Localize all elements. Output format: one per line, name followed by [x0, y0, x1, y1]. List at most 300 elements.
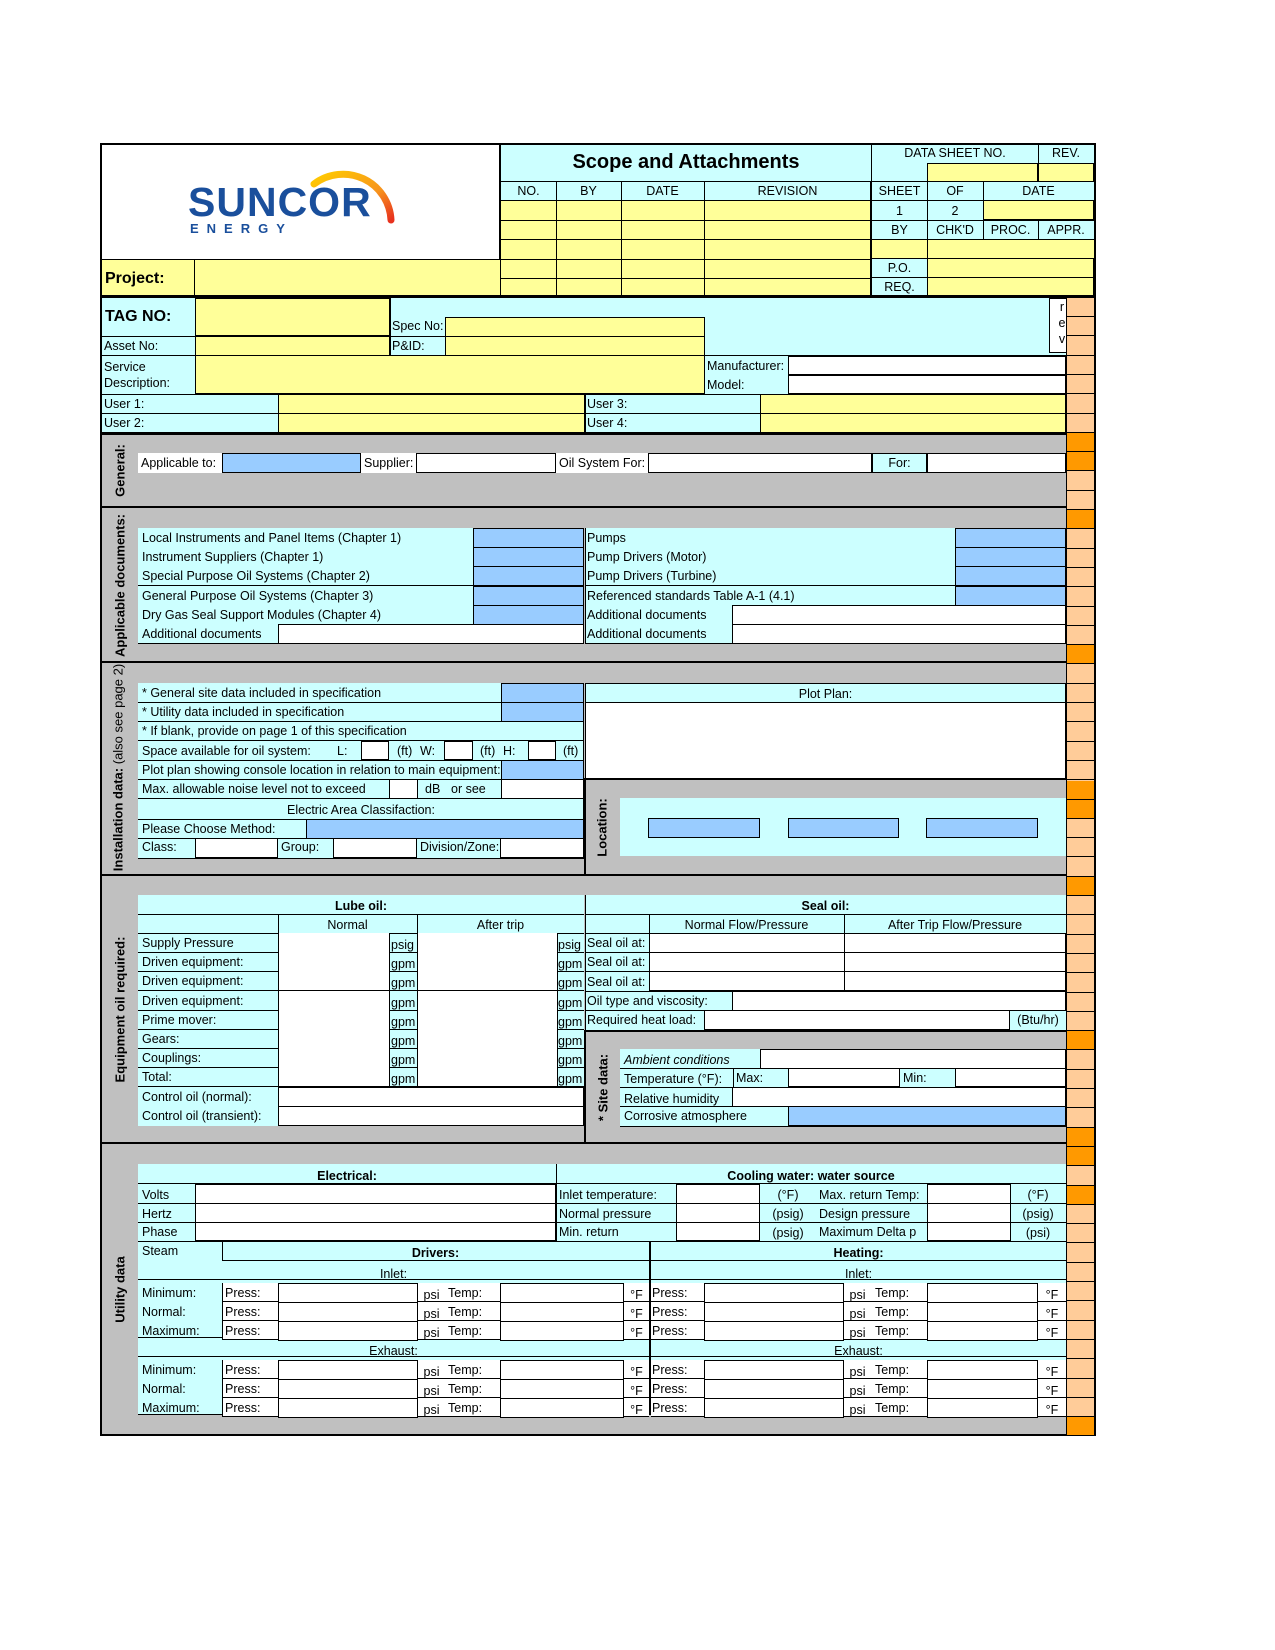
drivers-press-field[interactable] — [278, 1360, 418, 1380]
drivers-press-label: Press: — [225, 1324, 261, 1338]
noise-or-see: or see — [451, 782, 486, 796]
applicable-doc-right-checkbox[interactable] — [955, 586, 1066, 606]
heating-temp-field[interactable] — [927, 1398, 1038, 1418]
drivers-f-unit: °F — [630, 1384, 643, 1398]
lube-oil-row-label: Driven equipment: — [142, 993, 244, 1008]
space-l-label: L: — [337, 744, 348, 758]
suncor-logo — [186, 150, 406, 240]
additional-documents-field[interactable] — [278, 624, 584, 644]
heating-press-field[interactable] — [704, 1321, 844, 1341]
lube-after-trip-header: After trip — [476, 918, 525, 932]
utility-data-included-label: * Utility data included in specification — [142, 705, 345, 719]
lube-oil-row-label: Prime mover: — [142, 1012, 217, 1027]
revision-strip-cell[interactable] — [1067, 800, 1094, 819]
applicable-doc-left-label: Instrument Suppliers (Chapter 1) — [142, 550, 324, 564]
lube-after-trip-field[interactable] — [418, 952, 558, 971]
steam-row-label: Normal: — [142, 1305, 186, 1319]
space-available-label: Space available for oil system: — [142, 744, 311, 758]
applicable-doc-right-checkbox[interactable] — [955, 547, 1066, 567]
heating-f-unit: °F — [1045, 1288, 1059, 1302]
seal-normal-flow-header: Normal Flow/Pressure — [684, 918, 809, 932]
revision-strip-cell[interactable] — [1067, 877, 1094, 896]
revision-strip-cell[interactable] — [1067, 607, 1094, 626]
supplier-label: Supplier: — [364, 456, 414, 470]
revision-strip-cell[interactable] — [1067, 1186, 1094, 1205]
control-oil-normal-label: Control oil (normal): — [142, 1090, 252, 1104]
general-section-label: General: — [112, 444, 128, 497]
lube-normal-field[interactable] — [279, 1010, 390, 1029]
revision-strip-cell[interactable] — [1067, 858, 1094, 877]
drivers-temp-label: Temp: — [448, 1382, 483, 1396]
revision-strip-cell[interactable] — [1067, 1282, 1094, 1301]
drivers-press-label: Press: — [225, 1363, 261, 1377]
revision-strip-cell[interactable] — [1067, 993, 1094, 1012]
revision-strip-cell[interactable] — [1067, 568, 1094, 587]
drivers-psi-unit: psi — [423, 1307, 440, 1321]
revision-strip-cell[interactable] — [1067, 626, 1094, 645]
space-h-unit: (ft) — [563, 744, 579, 758]
revision-strip-cell[interactable] — [1067, 530, 1094, 549]
revision-strip-cell[interactable] — [1067, 1224, 1094, 1243]
applicable-doc-left-label: Additional documents — [142, 627, 262, 641]
additional-documents-field[interactable] — [732, 605, 1066, 625]
heating-press-field[interactable] — [704, 1283, 844, 1303]
revision-strip-cell[interactable] — [1067, 510, 1094, 529]
sign-chkd-label: CHK'D — [936, 223, 974, 237]
drivers-f-unit: °F — [630, 1307, 643, 1321]
revision-strip-cell[interactable] — [1067, 452, 1094, 471]
lube-oil-row-label: Total: — [142, 1070, 172, 1085]
heating-press-label: Press: — [652, 1305, 688, 1319]
revision-strip-cell[interactable] — [1067, 1089, 1094, 1108]
heating-f-unit: °F — [1045, 1326, 1059, 1340]
revision-strip-cell[interactable] — [1067, 742, 1094, 761]
revision-strip-cell[interactable] — [1067, 472, 1094, 491]
revision-strip-cell[interactable] — [1067, 1012, 1094, 1031]
revision-strip-cell[interactable] — [1067, 781, 1094, 800]
drivers-psi-unit: psi — [423, 1403, 440, 1417]
heating-press-label: Press: — [652, 1286, 688, 1300]
lube-after-trip-field[interactable] — [418, 933, 558, 952]
corrosive-atmosphere-label: Corrosive atmosphere — [624, 1109, 747, 1123]
drivers-press-label: Press: — [225, 1305, 261, 1319]
heating-temp-field[interactable] — [927, 1321, 1038, 1341]
division-label: Division/Zone: — [420, 840, 500, 854]
inlet-temperature-label: Inlet temperature: — [559, 1188, 657, 1202]
space-w-unit: (ft) — [480, 744, 496, 758]
heating-subheader: Exhaust: — [834, 1344, 883, 1358]
revision-strip-cell[interactable] — [1067, 1417, 1094, 1436]
heating-temp-label: Temp: — [875, 1363, 910, 1377]
relative-humidity-label: Relative humidity — [624, 1092, 720, 1106]
heating-f-unit: °F — [1045, 1365, 1059, 1379]
location-field-1[interactable] — [648, 818, 760, 838]
rev-label: REV. — [1051, 146, 1081, 160]
revision-strip-cell[interactable] — [1067, 414, 1094, 433]
drivers-subheader: Exhaust: — [369, 1344, 418, 1358]
sheet-date-label: DATE — [1022, 184, 1055, 198]
heat-load-label: Required heat load: — [587, 1013, 697, 1027]
drivers-press-label: Press: — [225, 1286, 261, 1300]
revision-strip-cell[interactable] — [1067, 549, 1094, 568]
spec-no-label: Spec No: — [392, 319, 444, 333]
heating-temp-label: Temp: — [875, 1382, 910, 1396]
control-oil-transient-label: Control oil (transient): — [142, 1109, 262, 1123]
drivers-press-field[interactable] — [278, 1321, 418, 1341]
max-return-temp-unit: (°F) — [1027, 1188, 1049, 1202]
drivers-f-unit: °F — [630, 1326, 643, 1340]
company-sub: ENERGY — [190, 221, 293, 236]
lube-after-trip-field[interactable] — [418, 1067, 558, 1086]
heating-f-unit: °F — [1045, 1307, 1059, 1321]
heating-temp-label: Temp: — [875, 1286, 910, 1300]
drivers-f-unit: °F — [630, 1365, 643, 1379]
of-label: OF — [946, 184, 964, 198]
oil-type-label: Oil type and viscosity: — [587, 994, 708, 1008]
lube-oil-header: Lube oil: — [334, 899, 388, 913]
revision-strip-cell[interactable] — [1067, 1147, 1094, 1166]
user2-label: User 2: — [104, 416, 145, 430]
applicable-doc-right-checkbox[interactable] — [955, 528, 1066, 548]
user3-label: User 3: — [587, 397, 628, 411]
drivers-press-field[interactable] — [278, 1302, 418, 1322]
revision-strip-cell[interactable] — [1067, 645, 1094, 664]
lube-normal-header: Normal — [327, 918, 368, 932]
revision-strip-cell[interactable] — [1067, 375, 1094, 394]
lube-oil-row-label: Driven equipment: — [142, 955, 244, 970]
heating-temp-label: Temp: — [875, 1305, 910, 1319]
group-label: Group: — [281, 840, 320, 854]
temperature-label: Temperature (°F): — [624, 1072, 723, 1086]
sheet-table-grid — [871, 145, 1095, 297]
lube-normal-unit: gpm — [391, 957, 416, 972]
lube-normal-field[interactable] — [279, 952, 390, 971]
drivers-press-label: Press: — [225, 1401, 261, 1415]
revision-strip-cell[interactable] — [1067, 1109, 1094, 1128]
applicable-doc-right-label: Referenced standards Table A-1 (4.1) — [587, 589, 795, 603]
lube-after-trip-unit: gpm — [558, 1034, 583, 1048]
applicable-to-field[interactable] — [222, 453, 361, 473]
heating-header: Heating: — [833, 1246, 884, 1260]
heating-press-label: Press: — [652, 1324, 688, 1338]
lube-normal-field[interactable] — [279, 991, 390, 1010]
revision-strip-cell[interactable] — [1067, 935, 1094, 954]
site-data-included-label: * General site data included in specification — [142, 686, 382, 700]
applicable-doc-right-label: Pumps — [587, 531, 626, 545]
installation-section-label: Installation data: (also see page 2) — [110, 663, 126, 872]
heating-press-field[interactable] — [704, 1398, 844, 1418]
revision-strip-cell[interactable] — [1067, 298, 1094, 317]
lube-after-trip-unit: gpm — [558, 995, 583, 1010]
volts-label: Volts — [142, 1188, 170, 1202]
lube-normal-unit: gpm — [391, 1014, 416, 1029]
design-pressure-label: Design pressure — [819, 1207, 911, 1221]
heating-temp-field[interactable] — [927, 1302, 1038, 1322]
lube-normal-field[interactable] — [279, 1067, 390, 1086]
utility-section-label: Utility data — [112, 1256, 128, 1323]
for-field[interactable] — [927, 453, 1066, 473]
revision-strip-cell[interactable] — [1067, 684, 1094, 703]
heating-temp-label: Temp: — [875, 1401, 910, 1415]
design-pressure-unit: (psig) — [1022, 1207, 1054, 1221]
revision-strip-cell[interactable] — [1067, 974, 1094, 993]
applicable-doc-right-label: Additional documents — [587, 627, 707, 641]
drivers-temp-label: Temp: — [448, 1363, 483, 1377]
equipment-oil-label: Equipment oil required: — [112, 936, 128, 1083]
lube-after-trip-field[interactable] — [418, 1029, 558, 1048]
lube-normal-field[interactable] — [279, 971, 390, 990]
heating-psi-unit: psi — [849, 1365, 866, 1379]
drivers-temp-field[interactable] — [500, 1302, 624, 1322]
revision-strip-cell[interactable] — [1067, 1379, 1094, 1398]
applicable-doc-left-checkbox[interactable] — [473, 586, 584, 606]
location-field-2[interactable] — [788, 818, 899, 838]
heating-press-field[interactable] — [704, 1379, 844, 1399]
if-blank-note: * If blank, provide on page 1 of this specification — [142, 724, 407, 738]
ambient-conditions-label: Ambient conditions — [624, 1053, 730, 1067]
seal-oil-grid — [585, 895, 1067, 1032]
min-return-label: Min. return — [559, 1225, 619, 1239]
normal-pressure-label: Normal pressure — [559, 1207, 652, 1221]
heating-press-label: Press: — [652, 1382, 688, 1396]
manufacturer-label: Manufacturer: — [707, 359, 785, 373]
seal-oil-header: Seal oil: — [801, 899, 850, 913]
drivers-temp-field[interactable] — [500, 1379, 624, 1399]
revision-strip-cell[interactable] — [1067, 703, 1094, 722]
heating-press-field[interactable] — [704, 1302, 844, 1322]
lube-normal-unit: gpm — [391, 1072, 416, 1087]
oil-system-for-label: Oil System For: — [559, 456, 646, 470]
revision-strip-cell[interactable] — [1067, 1031, 1094, 1050]
applicable-doc-left-label: Special Purpose Oil Systems (Chapter 2) — [142, 569, 370, 583]
drivers-temp-label: Temp: — [448, 1324, 483, 1338]
steam-row-label: Maximum: — [142, 1401, 200, 1415]
applicable-doc-left-checkbox[interactable] — [473, 528, 584, 548]
applicable-doc-left-checkbox[interactable] — [473, 566, 584, 586]
revision-strip-cell[interactable] — [1067, 896, 1094, 915]
lube-after-trip-field[interactable] — [418, 971, 558, 990]
applicable-doc-left-checkbox[interactable] — [473, 547, 584, 567]
col-by: BY — [580, 184, 597, 198]
revision-strip-cell[interactable] — [1067, 491, 1094, 510]
applicable-doc-right-label: Pump Drivers (Turbine) — [587, 569, 717, 583]
lube-normal-unit: gpm — [391, 995, 416, 1010]
heating-f-unit: °F — [1045, 1384, 1059, 1398]
lube-oil-row-label: Gears: — [142, 1032, 180, 1046]
user1-label: User 1: — [104, 397, 145, 411]
temperature-min-label: Min: — [903, 1071, 927, 1085]
drivers-temp-field[interactable] — [500, 1321, 624, 1341]
applicable-documents-label: Applicable documents: — [112, 513, 128, 658]
asset-no-label: Asset No: — [104, 339, 159, 353]
project-field[interactable] — [196, 260, 499, 296]
drivers-temp-field[interactable] — [500, 1283, 624, 1303]
max-delta-unit: (psi) — [1025, 1226, 1051, 1240]
inlet-temperature-unit: (°F) — [777, 1188, 799, 1202]
revision-strip-cell[interactable] — [1067, 1302, 1094, 1321]
seal-after-trip-header: After Trip Flow/Pressure — [887, 918, 1023, 932]
data-sheet-no-label: DATA SHEET NO. — [904, 146, 1006, 160]
heat-load-unit: (Btu/hr) — [1017, 1013, 1059, 1027]
lube-normal-unit: psig — [391, 938, 414, 952]
revision-strip-cell[interactable] — [1067, 1051, 1094, 1070]
revision-strip-cell[interactable] — [1067, 1128, 1094, 1147]
normal-pressure-unit: (psig) — [772, 1207, 804, 1221]
drivers-press-field[interactable] — [278, 1398, 418, 1418]
lube-after-trip-unit: gpm — [558, 976, 583, 991]
space-w-label: W: — [420, 744, 436, 758]
applicable-doc-right-checkbox[interactable] — [955, 566, 1066, 586]
lube-after-trip-unit: psig — [558, 938, 581, 952]
hertz-label: Hertz — [142, 1207, 172, 1221]
drivers-psi-unit: psi — [423, 1288, 440, 1302]
plot-plan-field[interactable] — [585, 702, 1066, 779]
revision-strip-cell[interactable] — [1067, 433, 1094, 452]
revision-strip-cell[interactable] — [1067, 838, 1094, 857]
revision-strip-cell[interactable] — [1067, 1244, 1094, 1263]
temperature-max-label: Max: — [736, 1071, 764, 1085]
steam-row-label: Maximum: — [142, 1324, 200, 1338]
applicable-doc-right-label: Pump Drivers (Motor) — [587, 550, 707, 564]
method-label: Please Choose Method: — [142, 822, 276, 836]
max-return-temp-label: Max. return Temp: — [819, 1188, 920, 1202]
description-label: Description: — [104, 376, 170, 390]
lube-after-trip-field[interactable] — [418, 1010, 558, 1029]
drivers-f-unit: °F — [630, 1288, 643, 1302]
pid-label: P&ID: — [392, 339, 425, 353]
revision-strip-cell[interactable] — [1067, 1205, 1094, 1224]
oil-system-for-field[interactable] — [648, 453, 872, 473]
model-label: Model: — [707, 378, 745, 392]
space-l-unit: (ft) — [397, 744, 413, 758]
drivers-temp-field[interactable] — [500, 1398, 624, 1418]
tag-grid — [102, 298, 1066, 434]
plot-plan-console-label: Plot plan showing console location in relation to main equipment: — [142, 763, 501, 777]
lube-normal-field[interactable] — [279, 1048, 390, 1067]
revision-strip-cell[interactable] — [1067, 761, 1094, 780]
revision-strip-cell[interactable] — [1067, 317, 1094, 336]
sign-proc-label: PROC. — [990, 223, 1031, 237]
noise-db-unit: dB — [425, 782, 441, 796]
drivers-header: Drivers: — [411, 1246, 460, 1260]
revision-strip-cell[interactable] — [1067, 337, 1094, 356]
steam-row-label: Minimum: — [142, 1286, 197, 1300]
heating-temp-field[interactable] — [927, 1360, 1038, 1380]
lube-after-trip-unit: gpm — [558, 957, 583, 972]
revision-strip-cell[interactable] — [1067, 1360, 1094, 1379]
revision-table-grid — [501, 181, 871, 297]
lube-after-trip-field[interactable] — [418, 991, 558, 1010]
revision-strip-cell[interactable] — [1067, 916, 1094, 935]
drivers-psi-unit: psi — [423, 1326, 440, 1340]
lube-after-trip-field[interactable] — [418, 1048, 558, 1067]
revision-strip-cell[interactable] — [1067, 723, 1094, 742]
steam-row-label: Normal: — [142, 1382, 186, 1396]
lube-oil-row-label: Driven equipment: — [142, 974, 244, 989]
heating-temp-field[interactable] — [927, 1379, 1038, 1399]
heating-temp-field[interactable] — [927, 1283, 1038, 1303]
electric-area-classification-label: Electric Area Classifaction: — [287, 803, 435, 817]
drivers-temp-field[interactable] — [500, 1360, 624, 1380]
lube-normal-field[interactable] — [279, 1029, 390, 1048]
sheet-label: SHEET — [878, 184, 921, 198]
supplier-field[interactable] — [416, 453, 556, 473]
seal-oil-at-label-2: Seal oil at: — [587, 955, 646, 969]
revision-strip-cell[interactable] — [1067, 1321, 1094, 1340]
col-revision: REVISION — [757, 184, 818, 198]
steam-row-label: Minimum: — [142, 1363, 197, 1377]
installation-grid — [138, 683, 585, 860]
lube-normal-field[interactable] — [279, 933, 390, 952]
heating-subheader: Inlet: — [844, 1267, 873, 1281]
service-label: Service — [104, 360, 146, 374]
rev-letter-v: v — [1058, 332, 1066, 346]
lube-after-trip-unit: gpm — [558, 1053, 583, 1068]
heating-psi-unit: psi — [849, 1384, 866, 1398]
sign-by-label: BY — [891, 223, 908, 237]
revision-strip-cell[interactable] — [1067, 1167, 1094, 1186]
revision-strip-cell[interactable] — [1067, 1263, 1094, 1282]
steam-label: Steam — [142, 1244, 179, 1258]
revision-strip-cell[interactable] — [1067, 819, 1094, 838]
heating-psi-unit: psi — [849, 1288, 866, 1302]
drivers-temp-label: Temp: — [448, 1305, 483, 1319]
heating-temp-label: Temp: — [875, 1324, 910, 1338]
revision-strip-cell[interactable] — [1067, 1398, 1094, 1417]
heating-psi-unit: psi — [849, 1326, 866, 1340]
rev-letter-e: e — [1058, 316, 1066, 330]
seal-oil-at-label-1: Seal oil at: — [587, 936, 646, 950]
min-return-unit: (psig) — [772, 1226, 804, 1240]
seal-oil-at-label-3: Seal oil at: — [587, 975, 646, 989]
lube-normal-unit: gpm — [391, 1034, 416, 1048]
heating-press-field[interactable] — [704, 1360, 844, 1380]
po-label: P.O. — [887, 261, 912, 275]
revision-strip-cell[interactable] — [1067, 1340, 1094, 1359]
revision-strip-cell[interactable] — [1067, 395, 1094, 414]
heating-press-label: Press: — [652, 1363, 688, 1377]
drivers-f-unit: °F — [630, 1403, 643, 1417]
drivers-press-field[interactable] — [278, 1283, 418, 1303]
revision-strip-cell[interactable] — [1067, 356, 1094, 375]
sign-appr-label: APPR. — [1047, 223, 1085, 237]
drivers-press-field[interactable] — [278, 1379, 418, 1399]
revision-strip-cell[interactable] — [1067, 1070, 1094, 1089]
site-data-grid — [620, 1049, 1067, 1128]
rev-letter-r: r — [1059, 300, 1065, 314]
location-field-3[interactable] — [926, 818, 1038, 838]
revision-strip-cell[interactable] — [1067, 665, 1094, 684]
applicable-doc-left-checkbox[interactable] — [473, 605, 584, 625]
location-label: Location: — [594, 798, 610, 857]
heating-psi-unit: psi — [849, 1307, 866, 1321]
col-date: DATE — [646, 184, 679, 198]
applicable-doc-left-label: Dry Gas Seal Support Modules (Chapter 4) — [142, 608, 381, 622]
for-label: For: — [888, 456, 911, 470]
applicable-doc-left-label: General Purpose Oil Systems (Chapter 3) — [142, 589, 374, 603]
applicable-doc-right-label: Additional documents — [587, 608, 707, 622]
phase-label: Phase — [142, 1225, 178, 1239]
revision-strip-cell[interactable] — [1067, 954, 1094, 973]
user4-label: User 4: — [587, 416, 628, 430]
space-h-label: H: — [503, 744, 516, 758]
revision-strip-cell[interactable] — [1067, 588, 1094, 607]
additional-documents-field[interactable] — [732, 624, 1066, 644]
lube-after-trip-unit: gpm — [558, 1072, 583, 1087]
lube-after-trip-unit: gpm — [558, 1014, 583, 1029]
drivers-subheader: Inlet: — [379, 1267, 408, 1281]
tag-no-label: TAG NO: — [105, 308, 172, 325]
